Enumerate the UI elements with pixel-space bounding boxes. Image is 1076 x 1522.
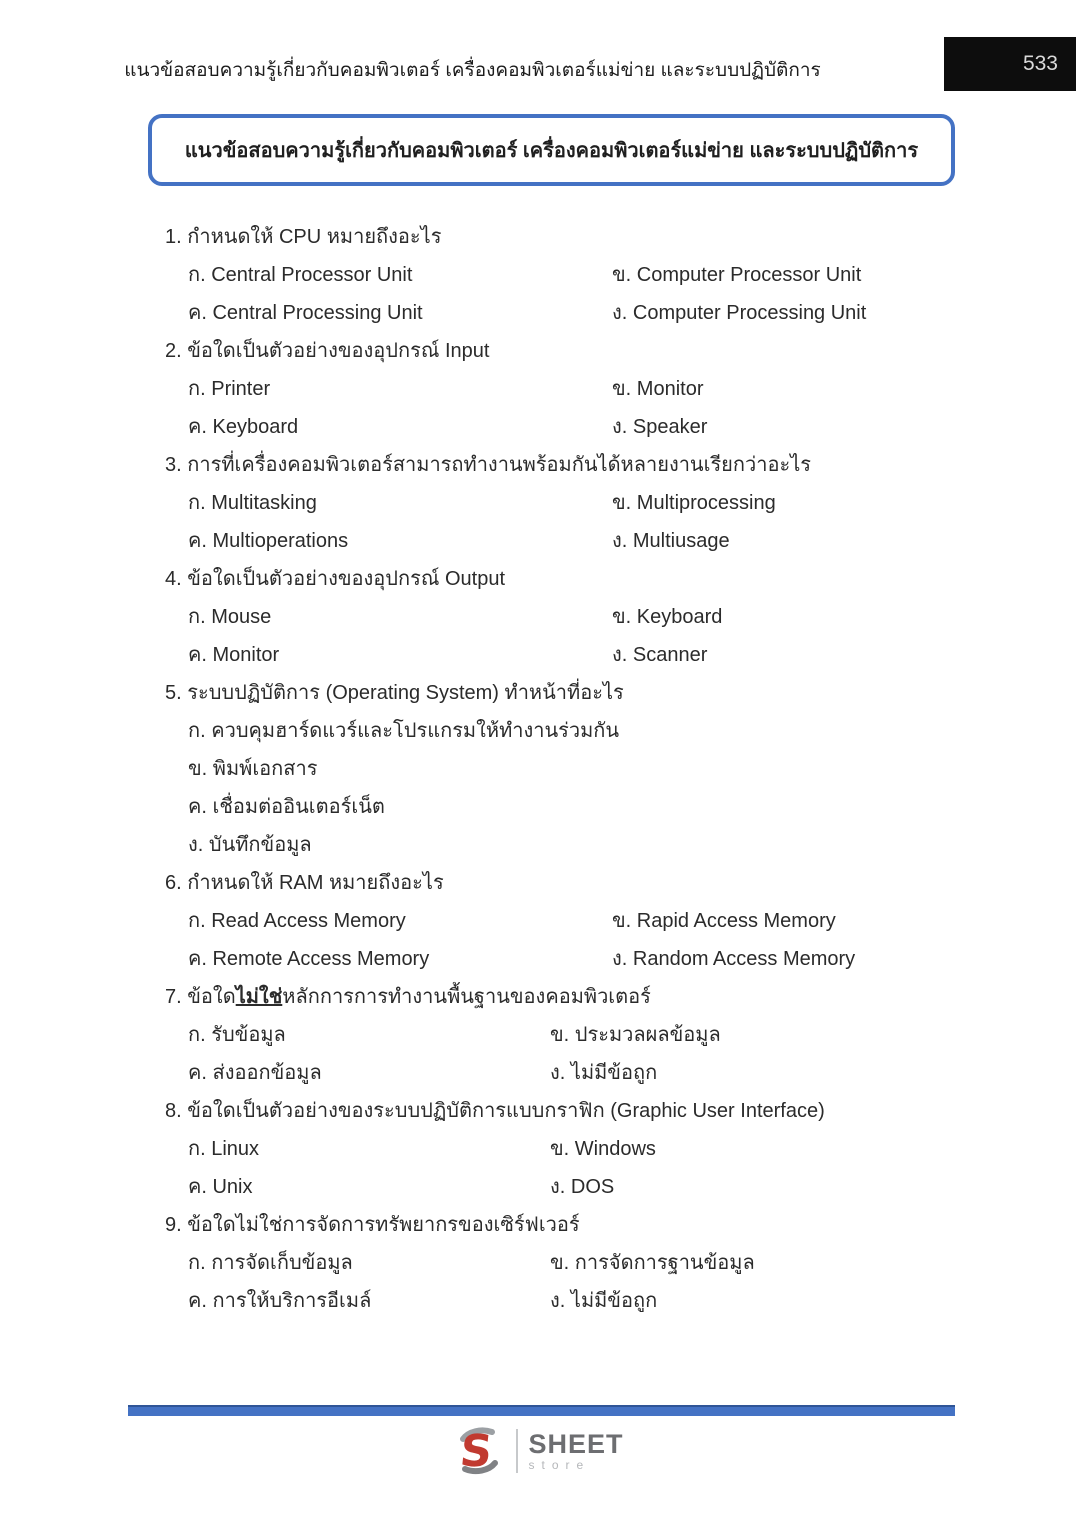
option: ข. Rapid Access Memory bbox=[612, 910, 836, 932]
running-header: แนวข้อสอบความรู้เกี่ยวกับคอมพิวเตอร์ เครื่องคอมพิวเตอร์แม่ข่าย และระบบปฏิบัติการ bbox=[124, 60, 821, 81]
option: ข. การจัดการฐานข้อมูล bbox=[550, 1252, 755, 1274]
option: ง. Random Access Memory bbox=[612, 948, 856, 970]
option: ก. Central Processor Unit bbox=[188, 264, 413, 286]
option: ข. Keyboard bbox=[612, 606, 723, 628]
question bbox=[165, 864, 1026, 978]
question-number: 6. bbox=[165, 872, 188, 894]
option: ก. Printer bbox=[188, 378, 271, 400]
page-number-box bbox=[944, 37, 1076, 91]
page-number: 533 bbox=[1022, 52, 1058, 75]
title-box bbox=[148, 114, 955, 186]
option: ค. ส่งออกข้อมูล bbox=[188, 1062, 322, 1084]
question-text-segment: ไม่ใช่ bbox=[235, 986, 283, 1008]
content-area bbox=[0, 218, 1076, 1320]
question-number: 4. bbox=[165, 568, 188, 590]
question-text-segment: หลักการการทำงานพื้นฐานของคอมพิวเตอร์ bbox=[282, 986, 651, 1008]
question bbox=[165, 674, 1026, 864]
question-text-segment: กำหนดให้ RAM หมายถึงอะไร bbox=[187, 872, 444, 894]
option: ง. ไม่มีข้อถูก bbox=[550, 1290, 658, 1312]
option-row bbox=[165, 1282, 1026, 1320]
option-row bbox=[165, 1168, 1026, 1206]
question-number: 5. bbox=[165, 682, 188, 704]
option-row bbox=[165, 408, 1026, 446]
question bbox=[165, 1092, 1026, 1206]
option-row bbox=[165, 940, 1026, 978]
option: ค. Central Processing Unit bbox=[188, 302, 423, 324]
option: ค. เชื่อมต่ออินเตอร์เน็ต bbox=[188, 796, 385, 818]
question-text bbox=[165, 446, 1026, 484]
question-text bbox=[165, 1092, 1026, 1130]
option: ข. Windows bbox=[550, 1138, 656, 1160]
option-row bbox=[165, 636, 1026, 674]
question-text bbox=[165, 674, 1026, 712]
option: ก. การจัดเก็บข้อมูล bbox=[188, 1252, 353, 1274]
option: ค. Remote Access Memory bbox=[188, 948, 430, 970]
question-text-segment: ระบบปฏิบัติการ (Operating System) ทำหน้าที่อะไร bbox=[187, 682, 624, 704]
question-number: 8. bbox=[165, 1100, 188, 1122]
option: ง. Multiusage bbox=[612, 530, 730, 552]
question bbox=[165, 1206, 1026, 1320]
option-row bbox=[165, 902, 1026, 940]
question-text-segment: ข้อใด bbox=[187, 986, 236, 1008]
question-text bbox=[165, 218, 1026, 256]
option: ง. ไม่มีข้อถูก bbox=[550, 1062, 658, 1084]
option: ก. Linux bbox=[188, 1138, 260, 1160]
logo-divider bbox=[516, 1429, 518, 1473]
logo-letter: S bbox=[458, 1426, 496, 1477]
question-text-segment: ข้อใดเป็นตัวอย่างของอุปกรณ์ Input bbox=[187, 340, 490, 362]
question-text-segment: ข้อใดเป็นตัวอย่างของอุปกรณ์ Output bbox=[187, 568, 505, 590]
question-text bbox=[165, 1206, 1026, 1244]
option: ข. ประมวลผลข้อมูล bbox=[550, 1024, 721, 1046]
option-row bbox=[165, 1130, 1026, 1168]
question bbox=[165, 560, 1026, 674]
question-text bbox=[165, 560, 1026, 598]
question-number: 1. bbox=[165, 226, 188, 248]
option-row bbox=[165, 598, 1026, 636]
footer-logo bbox=[0, 1424, 1076, 1478]
option-row bbox=[165, 256, 1026, 294]
option: ค. Unix bbox=[188, 1176, 253, 1198]
option: ง. บันทึกข้อมูล bbox=[188, 834, 312, 856]
option: ค. Multioperations bbox=[188, 530, 349, 552]
question bbox=[165, 978, 1026, 1092]
option-row bbox=[165, 294, 1026, 332]
question-number: 2. bbox=[165, 340, 188, 362]
option: ค. Monitor bbox=[188, 644, 280, 666]
logo-text-sub: store bbox=[528, 1458, 591, 1472]
question bbox=[165, 332, 1026, 446]
option-row bbox=[165, 788, 1026, 826]
question bbox=[165, 446, 1026, 560]
question-text-segment: ข้อใดเป็นตัวอย่างของระบบปฏิบัติการแบบกราฟิก (Graphic User Interface) bbox=[187, 1100, 825, 1122]
option: ง. Scanner bbox=[612, 644, 708, 666]
option-row bbox=[165, 370, 1026, 408]
option-row bbox=[165, 1016, 1026, 1054]
sheet-store-logo-icon bbox=[452, 1424, 506, 1478]
question-number: 3. bbox=[165, 454, 188, 476]
question-text-segment: กำหนดให้ CPU หมายถึงอะไร bbox=[187, 226, 442, 248]
option: ง. Computer Processing Unit bbox=[612, 302, 867, 324]
logo-wordmark bbox=[528, 1430, 623, 1472]
question-text-segment: การที่เครื่องคอมพิวเตอร์สามารถทำงานพร้อมกันได้หลายงานเรียกว่าอะไร bbox=[187, 454, 812, 476]
option: ก. Mouse bbox=[188, 606, 272, 628]
option: ข. Computer Processor Unit bbox=[612, 264, 862, 286]
option: ง. Speaker bbox=[612, 416, 708, 438]
option: ก. Read Access Memory bbox=[188, 910, 406, 932]
question bbox=[165, 218, 1026, 332]
option: ข. Multiprocessing bbox=[612, 492, 776, 514]
option: ก. Multitasking bbox=[188, 492, 317, 514]
question-text bbox=[165, 978, 1026, 1016]
question-number: 9. bbox=[165, 1214, 188, 1236]
question-text-segment: ข้อใดไม่ใช่การจัดการทรัพยากรของเซิร์ฟเวอร์ bbox=[187, 1214, 580, 1236]
option-row bbox=[165, 1054, 1026, 1092]
option-row bbox=[165, 1244, 1026, 1282]
option: ค. การให้บริการอีเมล์ bbox=[188, 1290, 372, 1312]
option-row bbox=[165, 522, 1026, 560]
option-row bbox=[165, 484, 1026, 522]
footer-divider bbox=[128, 1405, 955, 1416]
option: ง. DOS bbox=[550, 1176, 615, 1198]
questions bbox=[0, 218, 1076, 1320]
question-text bbox=[165, 332, 1026, 370]
option: ก. ควบคุมฮาร์ดแวร์และโปรแกรมให้ทำงานร่วมกัน bbox=[188, 720, 620, 742]
question-text bbox=[165, 864, 1026, 902]
option-row bbox=[165, 826, 1026, 864]
option: ข. Monitor bbox=[612, 378, 704, 400]
page-title: แนวข้อสอบความรู้เกี่ยวกับคอมพิวเตอร์ เครื่องคอมพิวเตอร์แม่ข่าย และระบบปฏิบัติการ bbox=[184, 140, 919, 162]
option-row bbox=[165, 750, 1026, 788]
option: ก. รับข้อมูล bbox=[188, 1024, 286, 1046]
option: ค. Keyboard bbox=[188, 416, 299, 438]
option-row bbox=[165, 712, 1026, 750]
question-number: 7. bbox=[165, 986, 188, 1008]
logo-text-main: SHEET bbox=[528, 1429, 624, 1459]
option: ข. พิมพ์เอกสาร bbox=[188, 758, 318, 780]
